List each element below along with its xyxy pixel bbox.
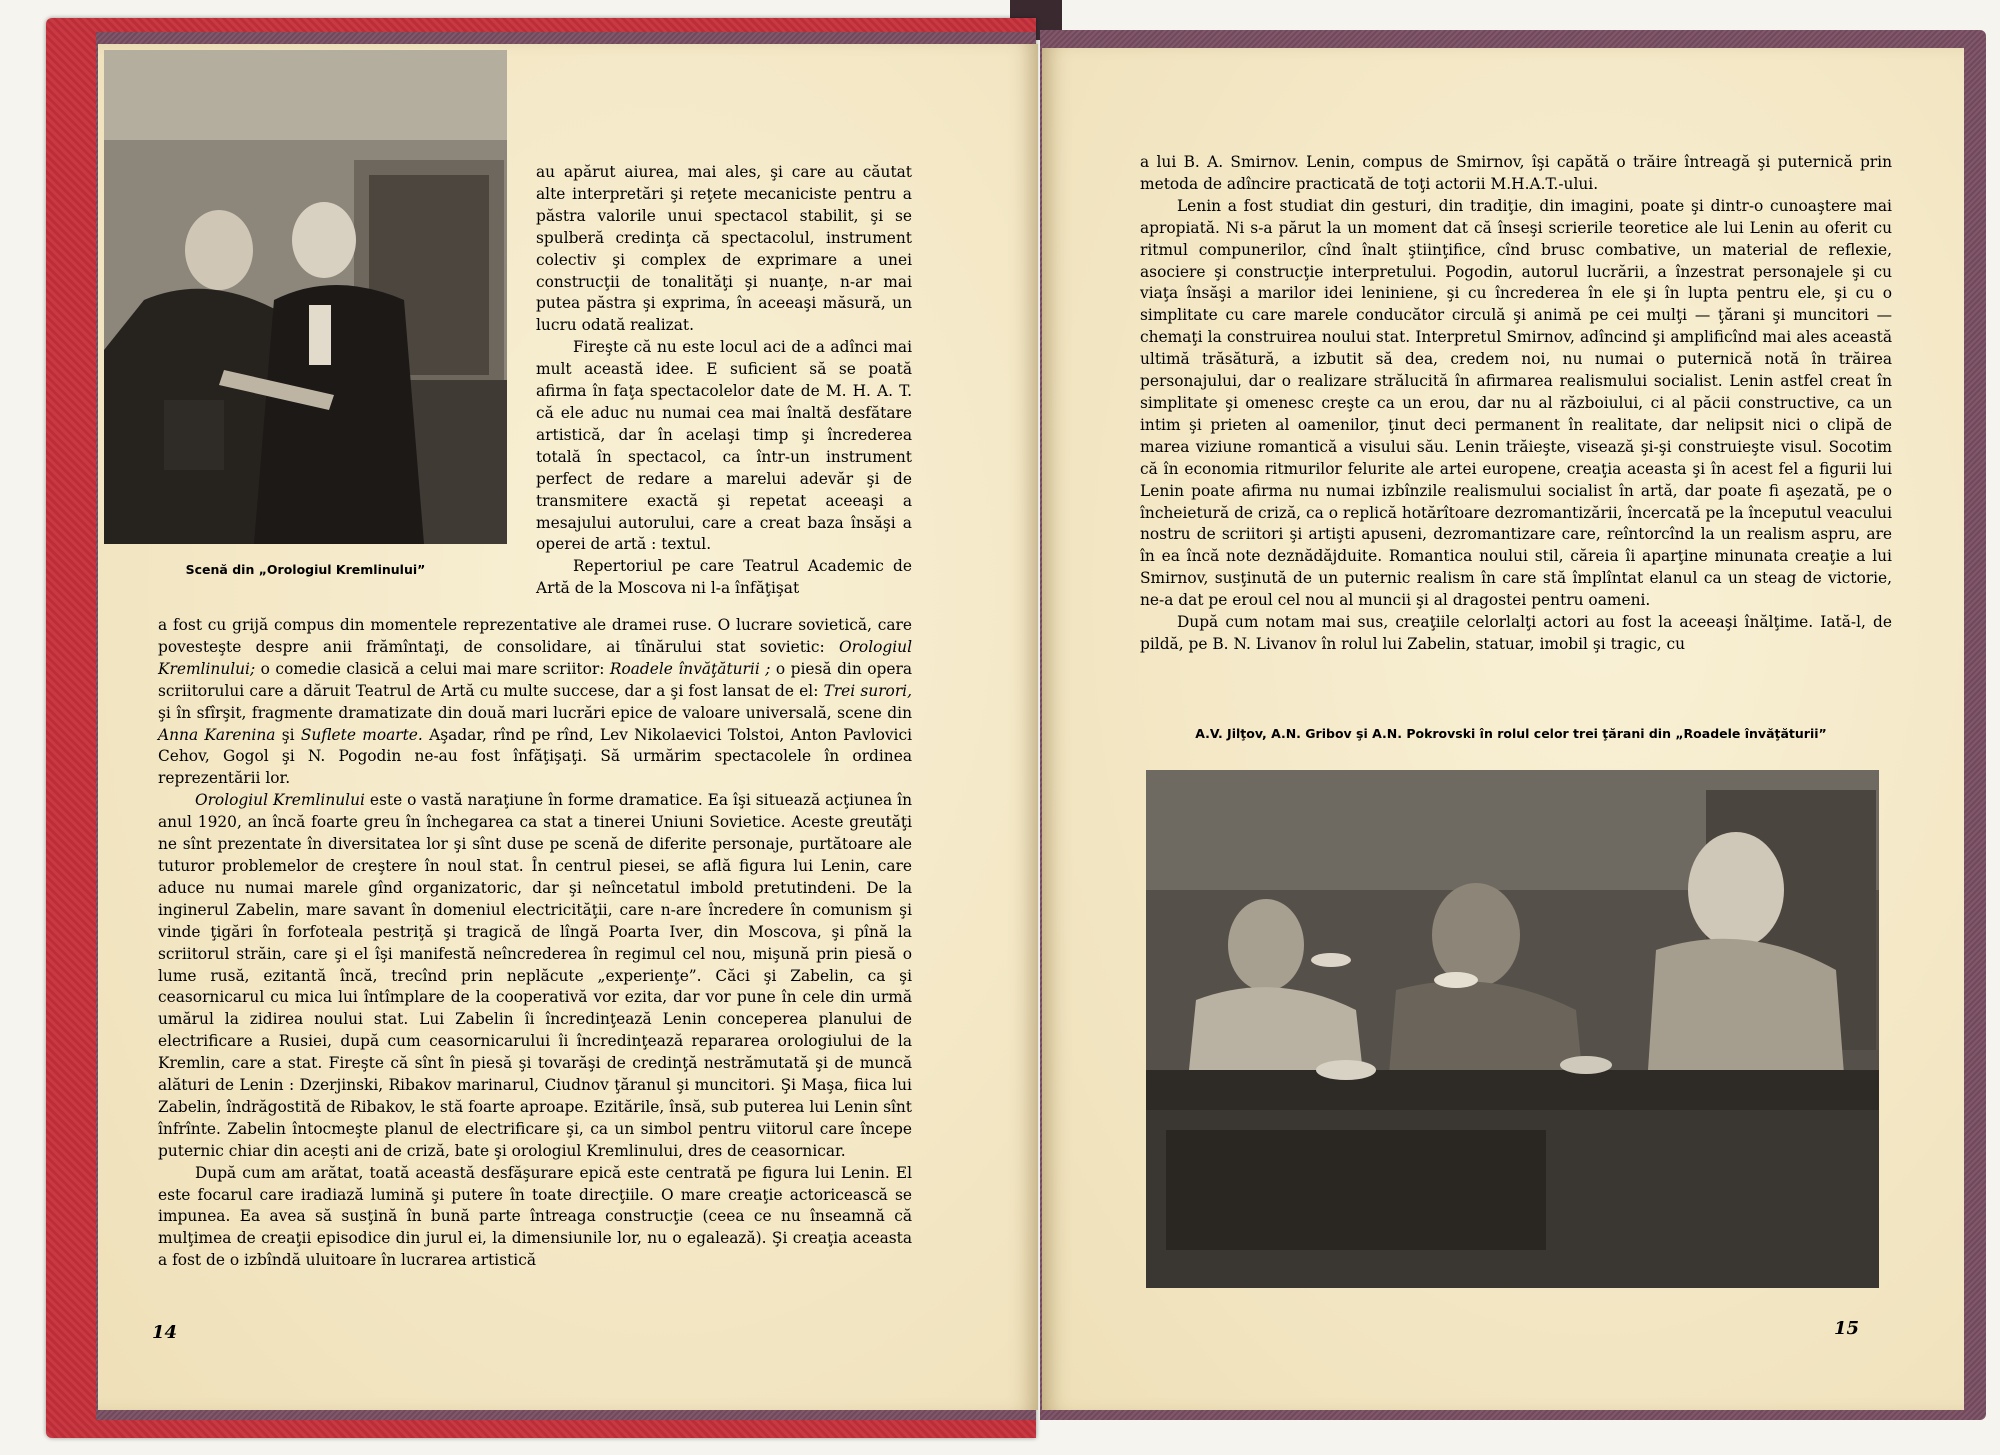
paragraph: a lui B. A. Smirnov. Lenin, compus de Smirnov, îşi capătă o trăire întreagă şi puternică prin metoda de adîncire practicată de toţi actorii M.H.A.T.-ului. xyxy=(1140,153,1892,193)
right-column xyxy=(1140,152,1892,656)
paragraph: Fireşte că nu este locul aci de a adînci mai mult această idee. E suficient să se poată afirma în faţa spectacolelor date de M. H. A. T. că ele aduc nu numai cea mai înaltă desfătare artistică, dar în acelaşi timp şi încrederea totală în spectacol, ca într-un instrument perfect de redare a marelui adevăr şi de transmitere exactă şi repetat aceeaşi a mesajului autorului, care a creat baza însăşi a operei de artă : textul. xyxy=(536,338,912,554)
paragraph xyxy=(158,790,912,1162)
work-title: Suflete moarte. xyxy=(300,725,423,744)
paragraph xyxy=(158,615,912,790)
work-title: Orologiul Kremlinului; xyxy=(158,637,912,678)
photo-kremlin-clock-scene xyxy=(104,50,507,544)
paragraph: Lenin a fost studiat din gesturi, din tradiţie, din imagini, poate şi dintr-o cunoaştere mai apropiată. Ni s-a părut la un moment dat că înseşi scrierile teoretice ale lui Lenin au oferit cu ritmul compunerilor, cînd înalt ştiinţifice, cînd brusc combative, un material de reflexie, asociere şi construcţie interpretului. Pogodin, autorul lucrării, a înzestrat personajele şi cu viaţa însăşi a marilor idei leniniene, şi cu încrederea în ele şi în lupta pentru ele, şi cu o simplitate cu care marele conducător circulă şi animă pe cei mulţi — ţărani şi muncitori — chemaţi la construirea noului stat. Interpretul Smirnov, adîncind şi amplificînd mai ales această ultimă trăsătură, a izbutit să dea, credem noi, nu numai o puternică notă în trăirea personajului, dar o realizare strălucită în afirmarea realismului socialist. Lenin astfel creat în simplitate şi omenesc creşte ca un erou, dar nu al războiului, ci al păcii constructive, ca un intim şi prieten al oamenilor, ţinut deci permanent în realitate, dar nelipsit nici o clipă de marea viziune romantică a visului său. Lenin trăieşte, visează şi-şi construieşte visul. Socotim că în economia ritmurilor felurite ale artei europene, creaţia aceasta şi în acest fel a figurii lui Lenin poate afirma nu numai izbînzile realismului socialist în artă, dar poate fi aşezată, pe o încheietură de criză, ca o replică hotărîtoare dezromantizării, încercată pe la începutul veacului nostru de scriitori şi artişti apuseni, dezromantizare care, reîntorcînd la un realism aspru, are în ea încă note deznădăjduite. Romantica noului stil, căreia îi aparţine minunata creaţie a lui Smirnov, susţinută de un puternic realism în care stă împlîntat elanul ca un steag de victorie, ne-a dat pe eroul cel nou al muncii şi al dragostei pentru oameni. xyxy=(1140,196,1892,610)
photo-three-peasants xyxy=(1146,770,1879,1288)
text-run: Aşadar, rînd pe rînd, Lev Nikolaevici Tolstoi, Anton Pavlovici Cehov, Gogol şi N. Pogodin ne-au fost înfăţişaţi. Să urmărim spectacolele în ordinea reprezentării lor. xyxy=(158,725,913,788)
right-photo-caption: A.V. Jilţov, A.N. Gribov şi A.N. Pokrovski în rolul celor trei ţărani din „Roadele învăţăturii” xyxy=(1195,726,1827,741)
work-title: Anna Karenina xyxy=(158,725,276,744)
photo-three-peasants-illustration xyxy=(1146,770,1879,1288)
left-lower-column xyxy=(158,615,912,1272)
paragraph: Repertoriul pe care Teatrul Academic de Artă de la Moscova ni l-a înfăţişat xyxy=(536,557,912,598)
work-title: Trei surori, xyxy=(823,681,912,700)
work-title: Roadele învăţăturii ; xyxy=(609,659,771,678)
text-run: şi în sfîrşit, fragmente dramatizate din două mari lucrări epice de valoare universală, scene din xyxy=(158,703,912,722)
left-upper-column xyxy=(536,162,912,600)
page-number-left: 14 xyxy=(152,1322,178,1343)
paragraph: au apărut aiurea, mai ales, şi care au căutat alte interpretări şi reţete mecaniciste pentru a păstra valorile unui spectacol stabilit, şi se spulberă credinţa că spectacolul, instrument colectiv şi complex de exprimare a unei construcţii de tonalităţi şi nuanţe, n-ar mai putea păstra şi exprima, în aceeaşi măsură, un lucru odată realizat. xyxy=(536,163,912,335)
text-run: este o vastă naraţiune în forme dramatice. Ea îşi situează acţiunea în anul 1920, an încă foarte greu în închegarea ca stat a tinerei Uniuni Sovietice. Aceste greutăţi ne sînt prezentate în diversitatea lor şi sînt duse pe scenă de diferite personaje, purtătoare ale tuturor problemelor de creştere în noul stat. În centrul piesei, se află figura lui Lenin, care aduce nu numai marele gînd organizatoric, dar şi neîncetatul imbold pretutindeni. De la inginerul Zabelin, mare savant în domeniul electricităţii, care n-are încredere în comunism şi vinde ţigări în forfoteala pestriţă şi tragică de lîngă Poarta Iver, din Moscova, şi pînă la scriitorul străin, care şi el îşi manifestă neîncrederea în regimul cel nou, mişună prin piesă o lume rusă, ezitantă încă, trecînd prin neplăcute „experienţe”. Căci şi Zabelin, ca şi ceasornicarul cu mica lui întîmplare de la cooperativă vor ezita, dar vor pune în cele din urmă umărul la zidirea noului stat. Lui Zabelin îi încredinţează Lenin conceperea planului de electrificare a Rusiei, după cum ceasornicarului îi încredinţează repararea orologiului de la Kremlin, care a stat. Fireşte că sînt în piesă şi tovarăşi de credinţă nestrămutată şi de muncă alături de Lenin : Dzerjinski, Ribakov marinarul, Ciudnov ţăranul şi muncitori. Şi Maşa, fiica lui Zabelin, îndrăgostită de Ribakov, le stă foarte aproape. Ezitările, însă, sub puterea lui Lenin sînt înfrînte. Zabelin întocmeşte planul de electrificare şi, ca un simbol pentru viitorul care începe puternic chiar din acești ani de criză, bate şi orologiul Kremlinului, dres de ceasornicar. xyxy=(158,791,912,1160)
photo-kremlin-clock-illustration xyxy=(104,50,507,544)
text-run: şi xyxy=(275,725,301,744)
page-number-right: 15 xyxy=(1834,1318,1860,1339)
text-run: o piesă din opera scriitorului care a dăruit Teatrul de Artă cu multe succese, dar a şi fost lansat de el: xyxy=(158,659,912,700)
work-title: Orologiul Kremlinului xyxy=(194,791,365,810)
text-run: o comedie clasică a celui mai mare scriitor: xyxy=(255,659,610,678)
left-photo-caption: Scenă din „Orologiul Kremlinului” xyxy=(185,562,426,577)
text-run: a fost cu grijă compus din momentele reprezentative ale dramei ruse. O lucrare sovietică, care povesteşte despre anii frămîntaţi, de consolidare, ai tînărului stat sovietic: xyxy=(158,616,912,656)
paragraph: După cum notam mai sus, creaţiile celorlalţi actori au fost la aceeaşi înălţime. Iată-l, de pildă, pe B. N. Livanov în rolul lui Zabelin, statuar, imobil şi tragic, cu xyxy=(1140,613,1892,653)
paragraph: După cum am arătat, toată această desfăşurare epică este centrată pe figura lui Lenin. El este focarul care iradiază lumină şi putere în toate direcţiile. O mare creaţie actoricească se impunea. Ea avea să susţină în bună parte întreaga construcţie (ceea ce nu înseamnă că mulţimea de creaţii episodice din jurul ei, la dimensiunile lor, nu o egalează). Şi creaţia aceasta a fost de o izbîndă uluitoare în lucrarea artistică xyxy=(158,1163,912,1270)
